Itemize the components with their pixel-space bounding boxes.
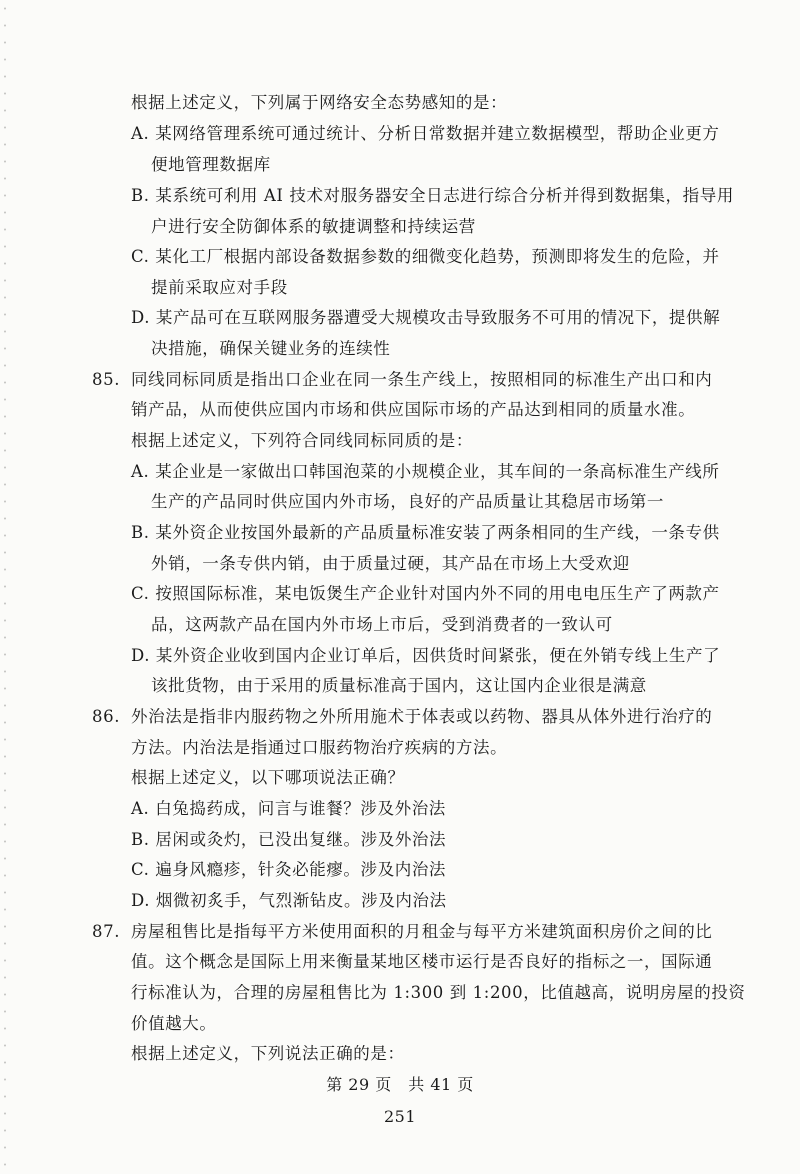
- q86-option-b: B. 居闲或灸灼，已没出复继。涉及外治法: [131, 830, 447, 849]
- q84-option-d-line2: 决措施，确保关键业务的连续性: [151, 339, 391, 358]
- q87-stem-line1: 房屋租售比是指每平方米使用面积的月租金与每平方米建筑面积房价之间的比: [131, 922, 713, 941]
- q84-option-d-line1: D. 某产品可在互联网服务器遭受大规模攻击导致服务不可用的情况下，提供解: [131, 308, 721, 327]
- q86-option-d: D. 烟微初炙手，气烈渐钻皮。涉及内治法: [131, 891, 447, 910]
- q85-stem-line2: 销产品，从而使供应国内市场和供应国际市场的产品达到相同的质量水准。: [131, 400, 696, 419]
- q85-option-c-line1: C. 按照国际标准，某电饭煲生产企业针对国内外不同的用电电压生产了两款产: [131, 584, 720, 603]
- q87-stem-line3: 行标准认为，合理的房屋租售比为 1:300 到 1:200，比值越高，说明房屋的投资: [131, 983, 746, 1002]
- q84-option-b-line1: B. 某系统可利用 AI 技术对服务器安全日志进行综合分析并得到数据集，指导用: [131, 186, 734, 205]
- q85-prompt: 根据上述定义，下列符合同线同标同质的是：: [131, 431, 473, 450]
- q87-prompt: 根据上述定义，下列说法正确的是：: [131, 1044, 405, 1063]
- page-info: 第 29 页 共 41 页: [326, 1075, 474, 1094]
- q85-option-b-line1: B. 某外资企业按国外最新的产品质量标准安装了两条相同的生产线，一条专供: [131, 523, 720, 542]
- page-number: 251: [383, 1107, 417, 1126]
- q86-option-a: A. 白兔捣药成，问言与谁餐？涉及外治法: [131, 799, 446, 818]
- q84-option-a-line1: A. 某网络管理系统可通过统计、分析日常数据并建立数据模型，帮助企业更方: [131, 124, 720, 143]
- q85-number: 85.: [92, 370, 121, 389]
- q85-option-c-line2: 品，这两款产品在国内外市场上市后，受到消费者的一致认可: [151, 615, 613, 634]
- q87-number: 87.: [92, 922, 121, 941]
- q85-stem-line1: 同线同标同质是指出口企业在同一条生产线上，按照相同的标准生产出口和内: [131, 370, 713, 389]
- q84-prompt: 根据上述定义，下列属于网络安全态势感知的是：: [131, 93, 508, 112]
- q85-option-d-line2: 该批货物，由于采用的质量标准高于国内，这让国内企业很是满意: [151, 676, 647, 695]
- q87-stem-line4: 价值越大。: [131, 1014, 217, 1033]
- q86-stem-line1: 外治法是指非内服药物之外所用施术于体表或以药物、器具从体外进行治疗的: [131, 707, 713, 726]
- q85-option-a-line1: A. 某企业是一家做出口韩国泡菜的小规模企业，其车间的一条高标准生产线所: [131, 462, 720, 481]
- q86-option-c: C. 遍身风瘾疹，针灸必能瘳。涉及内治法: [131, 860, 447, 879]
- q84-option-a-line2: 便地管理数据库: [151, 155, 271, 174]
- q84-option-b-line2: 户进行安全防御体系的敏捷调整和持续运营: [151, 217, 476, 236]
- q84-option-c-line1: C. 某化工厂根据内部设备数据参数的细微变化趋势，预测即将发生的危险，并: [131, 247, 720, 266]
- q85-option-d-line1: D. 某外资企业收到国内企业订单后，因供货时间紧张，便在外销专线上生产了: [131, 646, 721, 665]
- q86-number: 86.: [92, 707, 121, 726]
- q86-prompt: 根据上述定义，以下哪项说法正确？: [131, 768, 405, 787]
- q85-option-a-line2: 生产的产品同时供应国内外市场，良好的产品质量让其稳居市场第一: [151, 492, 664, 511]
- q85-option-b-line2: 外销，一条专供内销，由于质量过硬，其产品在市场上大受欢迎: [151, 554, 630, 573]
- q86-stem-line2: 方法。内治法是指通过口服药物治疗疾病的方法。: [131, 738, 508, 757]
- q87-stem-line2: 值。这个概念是国际上用来衡量某地区楼市运行是否良好的指标之一，国际通: [131, 952, 713, 971]
- q84-option-c-line2: 提前采取应对手段: [151, 278, 288, 297]
